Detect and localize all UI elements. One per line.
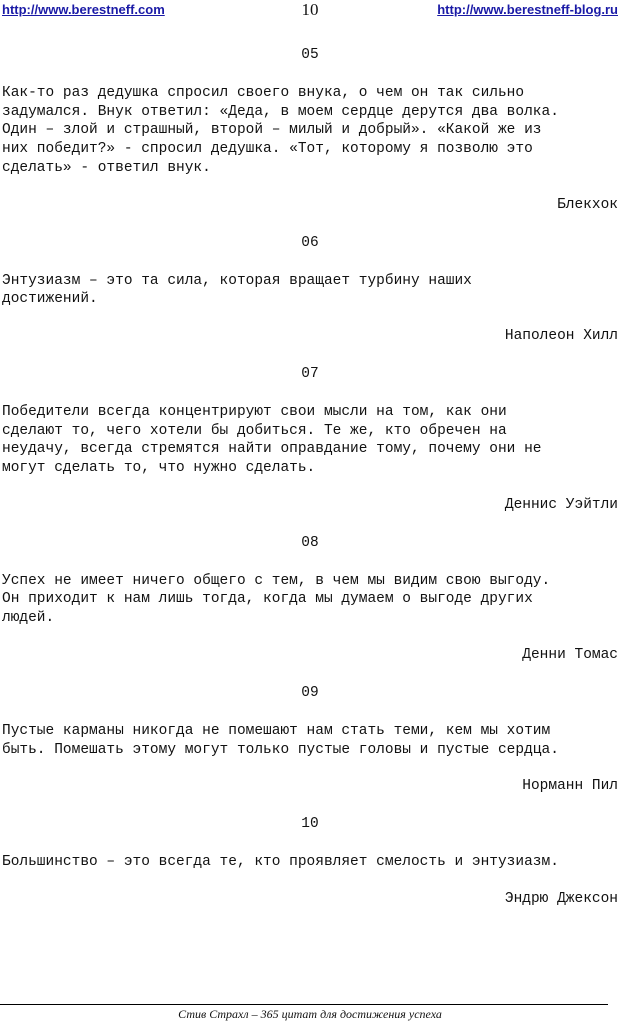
quote-09 <box>0 684 620 795</box>
header-link-berestneff[interactable]: http://www.berestneff.com <box>2 2 165 17</box>
quote-text: Успех не имеет ничего общего с тем, в чем мы видим свою выгоду. Он приходит к нам лишь тогда, когда мы думаем о выгоде других людей. <box>2 572 551 627</box>
quote-number: 10 <box>301 816 319 833</box>
quote-05 <box>0 46 620 214</box>
quote-text: Большинство – это всегда те, кто проявляет смелость и энтузиазм. <box>2 854 559 871</box>
quote-author: Эндрю Джексон <box>504 890 618 907</box>
header-link-berestneff-blog[interactable]: http://www.berestneff-blog.ru <box>437 2 618 17</box>
quote-author: Норманн Пил <box>522 778 618 795</box>
quote-author: Деннис Уэйтли <box>504 496 618 513</box>
quote-number: 06 <box>301 234 319 251</box>
quote-07 <box>0 365 620 514</box>
quote-number: 07 <box>301 365 319 382</box>
quote-text: Пустые карманы никогда не помешают нам стать теми, кем мы хотим быть. Помешать этому могут только пустые головы и пустые сердца. <box>2 722 559 758</box>
quote-text: Энтузиазм – это та сила, которая вращает турбину наших достижений. <box>2 272 472 308</box>
footer-caption: Стив Страхл – 365 цитат для достижения успеха <box>178 1007 442 1021</box>
quote-06 <box>0 234 620 345</box>
quote-author: Наполеон Хилл <box>504 327 618 344</box>
page-number: 10 <box>301 0 319 19</box>
quotes-list <box>0 46 620 928</box>
quote-text: Победители всегда концентрируют свои мысли на том, как они сделают то, чего хотели бы добиться. Те же, кто обречен на неудачу, всегда стремятся найти оправдание тому, почему они не могут сделать то, что нужно сделать. <box>2 403 542 477</box>
quote-08 <box>0 534 620 664</box>
quote-author: Денни Томас <box>522 646 618 663</box>
quote-number: 09 <box>301 684 319 701</box>
quote-number: 08 <box>301 534 319 551</box>
quote-author: Блекхок <box>557 196 618 213</box>
quote-number: 05 <box>301 47 319 63</box>
quote-text: Как-то раз дедушка спросил своего внука, о чем он так сильно задумался. Внук ответил: «Деда, в моем сердце дерутся два волка. Один – злой и страшный, второй – милый и добрый». «Какой же из них победит?» - спросил дедушка. «Тот, которому я позволю это сделать» - ответил внук. <box>2 85 559 176</box>
footer-divider <box>0 1004 608 1005</box>
quote-10 <box>0 815 620 908</box>
